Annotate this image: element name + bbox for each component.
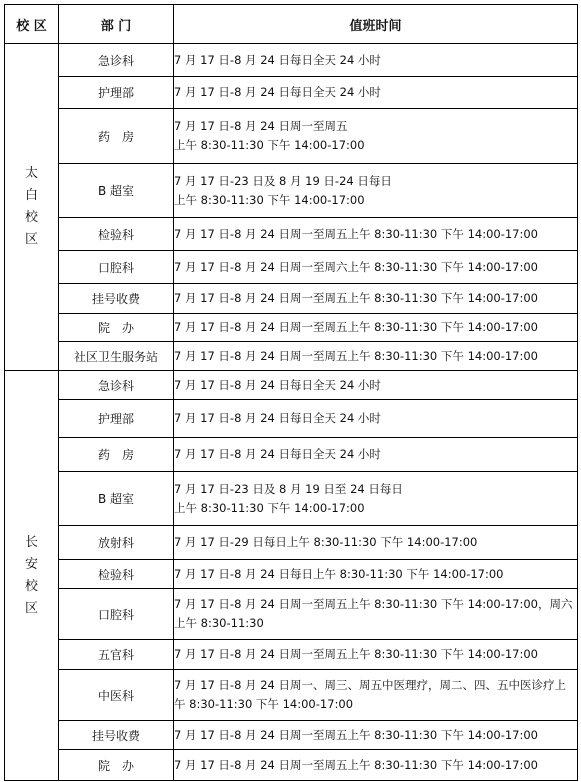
department-cell: 院 办 [59,314,174,342]
duty-hours-cell: 7 月 17 日-8 月 24 日周一至周五 上午 8:30-11:30 下午 14:00-17:00 [174,109,578,164]
duty-schedule-table [4,4,578,781]
duty-hours-cell: 7 月 17 日-8 月 24 日周一至周六上午 8:30-11:30 下午 14:00-17:00 [174,251,578,284]
header-department: 部 门 [59,5,174,44]
duty-hours-cell: 7 月 17 日-8 月 24 日每日全天 24 小时 [174,44,578,77]
duty-hours-cell: 7 月 17 日-23 日及 8 月 19 日-24 日每日 上午 8:30-11:30 下午 14:00-17:00 [174,164,578,218]
table-row [5,251,578,284]
table-row [5,472,578,526]
table-row [5,284,578,314]
duty-hours-cell: 7 月 17 日-8 月 24 日每日全天 24 小时 [174,77,578,109]
table-row [5,44,578,77]
schedule-body [5,44,578,781]
campus-cell [5,371,59,781]
table-row [5,400,578,438]
header-hours: 值班时间 [174,5,578,44]
duty-hours-cell: 7 月 17 日-8 月 24 日周一至周五上午 8:30-11:30 下午 14:00-17:00 [174,721,578,750]
table-row [5,721,578,750]
duty-hours-cell: 7 月 17 日-8 月 24 日周一至周五上午 8:30-11:30 下午 14:00-17:00，周六上午 8:30-11:30 [174,589,578,640]
department-cell: 检验科 [59,560,174,589]
department-cell: 急诊科 [59,371,174,400]
table-row [5,218,578,251]
department-cell: 口腔科 [59,589,174,640]
table-row [5,640,578,670]
table-row [5,314,578,342]
duty-hours-cell: 7 月 17 日-8 月 24 日每日全天 24 小时 [174,400,578,438]
department-cell: 中医科 [59,670,174,721]
department-cell: 放射科 [59,526,174,560]
table-row [5,371,578,400]
department-cell: 急诊科 [59,44,174,77]
duty-hours-cell: 7 月 17 日-23 日及 8 月 19 日至 24 日每日 上午 8:30-11:30 下午 14:00-17:00 [174,472,578,526]
department-cell: 挂号收费 [59,721,174,750]
campus-cell [5,44,59,371]
campus-name: 长安校区 [24,534,38,616]
table-row [5,77,578,109]
department-cell: B 超室 [59,472,174,526]
header-campus: 校 区 [5,5,59,44]
table-row [5,589,578,640]
duty-hours-cell: 7 月 17 日-8 月 24 日每日全天 24 小时 [174,371,578,400]
duty-hours-cell: 7 月 17 日-8 月 24 日周一至周五上午 8:30-11:30 下午 14:00-17:00 [174,284,578,314]
duty-hours-cell: 7 月 17 日-8 月 24 日每日上午 8:30-11:30 下午 14:00-17:00 [174,560,578,589]
department-cell: 社区卫生服务站 [59,342,174,371]
table-row [5,670,578,721]
duty-hours-cell: 7 月 17 日-8 月 24 日周一至周五上午 8:30-11:30 下午 14:00-17:00 [174,750,578,781]
department-cell: 挂号收费 [59,284,174,314]
header-row [5,5,578,44]
duty-hours-cell: 7 月 17 日-8 月 24 日周一至周五上午 8:30-11:30 下午 14:00-17:00 [174,314,578,342]
table-row [5,164,578,218]
duty-hours-cell: 7 月 17 日-29 日每日上午 8:30-11:30 下午 14:00-17:00 [174,526,578,560]
department-cell: 院 办 [59,750,174,781]
duty-hours-cell: 7 月 17 日-8 月 24 日周一至周五上午 8:30-11:30 下午 14:00-17:00 [174,640,578,670]
duty-hours-cell: 7 月 17 日-8 月 24 日周一至周五上午 8:30-11:30 下午 14:00-17:00 [174,342,578,371]
table-row [5,560,578,589]
department-cell: 护理部 [59,400,174,438]
department-cell: 药 房 [59,109,174,164]
department-cell: 口腔科 [59,251,174,284]
table-row [5,526,578,560]
table-row [5,109,578,164]
campus-name: 太白校区 [24,166,38,247]
table-row [5,750,578,781]
department-cell: B 超室 [59,164,174,218]
department-cell: 检验科 [59,218,174,251]
department-cell: 药 房 [59,438,174,472]
department-cell: 护理部 [59,77,174,109]
duty-hours-cell: 7 月 17 日-8 月 24 日周一、周三、周五中医理疗，周二、四、五中医诊疗上午 8:30-11:30 下午 14:00-17:00 [174,670,578,721]
table-row [5,342,578,371]
duty-hours-cell: 7 月 17 日-8 月 24 日每日全天 24 小时 [174,438,578,472]
department-cell: 五官科 [59,640,174,670]
table-row [5,438,578,472]
duty-hours-cell: 7 月 17 日-8 月 24 日周一至周五上午 8:30-11:30 下午 14:00-17:00 [174,218,578,251]
